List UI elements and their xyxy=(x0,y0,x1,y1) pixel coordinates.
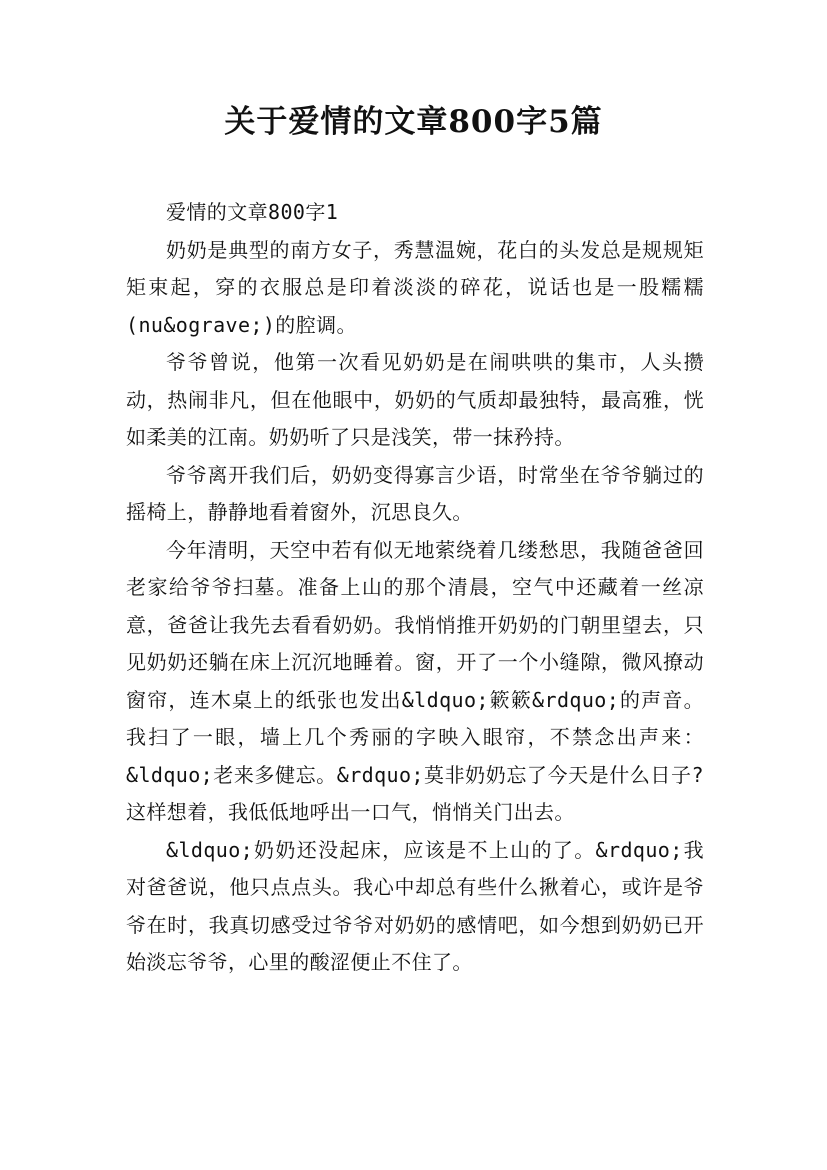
document-title: 关于爱情的文章800字5篇 xyxy=(224,104,603,140)
document-body xyxy=(126,194,704,982)
paragraph: &ldquo;奶奶还没起床，应该是不上山的了。&rdquo;我对爸爸说，他只点点头。我心中却总有些什么揪着心，或许是爷爷在时，我真切感受过爷爷对奶奶的感情吧，如今想到奶奶已开始淡忘爷爷，心里的酸涩便止不住了。 xyxy=(126,837,704,974)
paragraph: 爷爷离开我们后，奶奶变得寡言少语，时常坐在爷爷躺过的摇椅上，静静地看着窗外，沉思良久。 xyxy=(126,462,704,524)
paragraph: 今年清明，天空中若有似无地萦绕着几缕愁思，我随爸爸回老家给爷爷扫墓。准备上山的那个清晨，空气中还藏着一丝凉意，爸爸让我先去看看奶奶。我悄悄推开奶奶的门朝里望去，只见奶奶还躺在床上沉沉地睡着。窗，开了一个小缝隙，微风撩动窗帘，连木桌上的纸张也发出&ldquo;簌簌&rdquo;的声音。我扫了一眼，墙上几个秀丽的字映入眼帘，不禁念出声来：&ldquo;老来多健忘。&rdquo;莫非奶奶忘了今天是什么日子?这样想着，我低低地呼出一口气，悄悄关门出去。 xyxy=(126,537,704,824)
paragraph: 奶奶是典型的南方女子，秀慧温婉，花白的头发总是规规矩矩束起，穿的衣服总是印着淡淡的碎花，说话也是一股糯糯(nu&ograve;)的腔调。 xyxy=(126,237,704,337)
section-heading: 爱情的文章800字1 xyxy=(166,200,339,224)
paragraph: 爷爷曾说，他第一次看见奶奶是在闹哄哄的集市，人头攒动，热闹非凡，但在他眼中，奶奶的气质却最独特，最高雅，恍如柔美的江南。奶奶听了只是浅笑，带一抹矜持。 xyxy=(126,350,704,449)
